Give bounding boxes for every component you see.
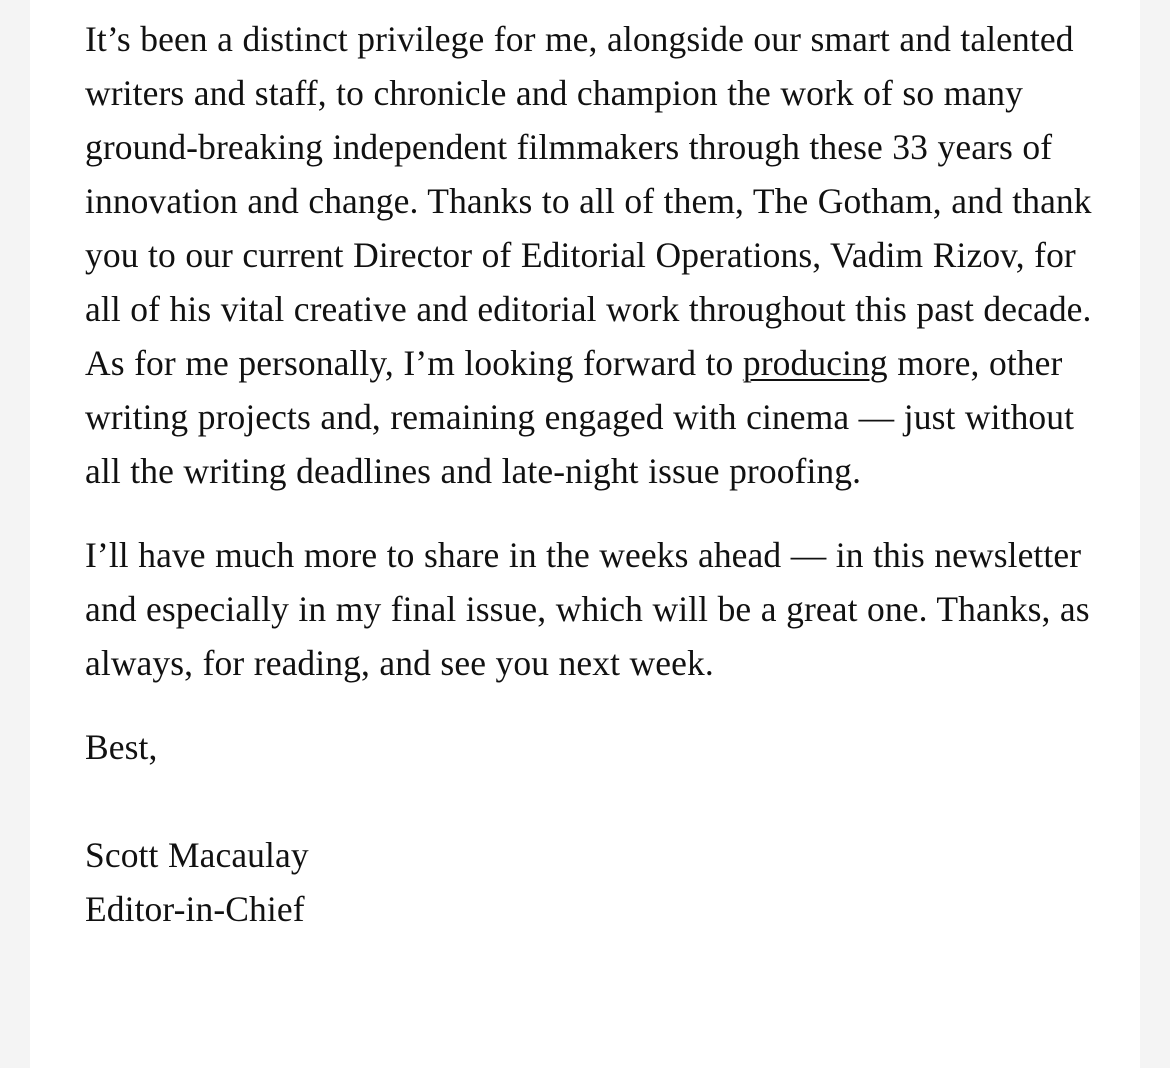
signoff-closing: Best,: [85, 727, 158, 767]
paragraph-farewell-text-after-link: more, other writing projects and, remaining engaged with cinema — just without all the writing deadlines and late-night issue proofing.: [85, 343, 1075, 491]
newsletter-page: [30, 0, 1140, 1068]
author-title: Editor-in-Chief: [85, 889, 305, 929]
paragraph-farewell-text-before-link: It’s been a distinct privilege for me, alongside our smart and talented writers and staff, to chronicle and champion the work of so many ground-breaking independent filmmakers through these 33 years of innovation and change. Thanks to all of them, The Gotham, and thank you to our current Director of Editorial Operations, Vadim Rizov, for all of his vital creative and editorial work throughout this past decade. As for me personally, I’m looking forward to: [85, 19, 1092, 383]
signoff: [85, 720, 1105, 936]
article-body: [85, 12, 1105, 936]
signoff-spacer: [85, 774, 1105, 828]
paragraph-farewell: [85, 12, 1105, 498]
paragraph-closing-note: I’ll have much more to share in the weeks ahead — in this newsletter and especially in my final issue, which will be a great one. Thanks, as always, for reading, and see you next week.: [85, 535, 1090, 683]
author-name: Scott Macaulay: [85, 835, 309, 875]
producing-link[interactable]: producing: [742, 343, 888, 383]
